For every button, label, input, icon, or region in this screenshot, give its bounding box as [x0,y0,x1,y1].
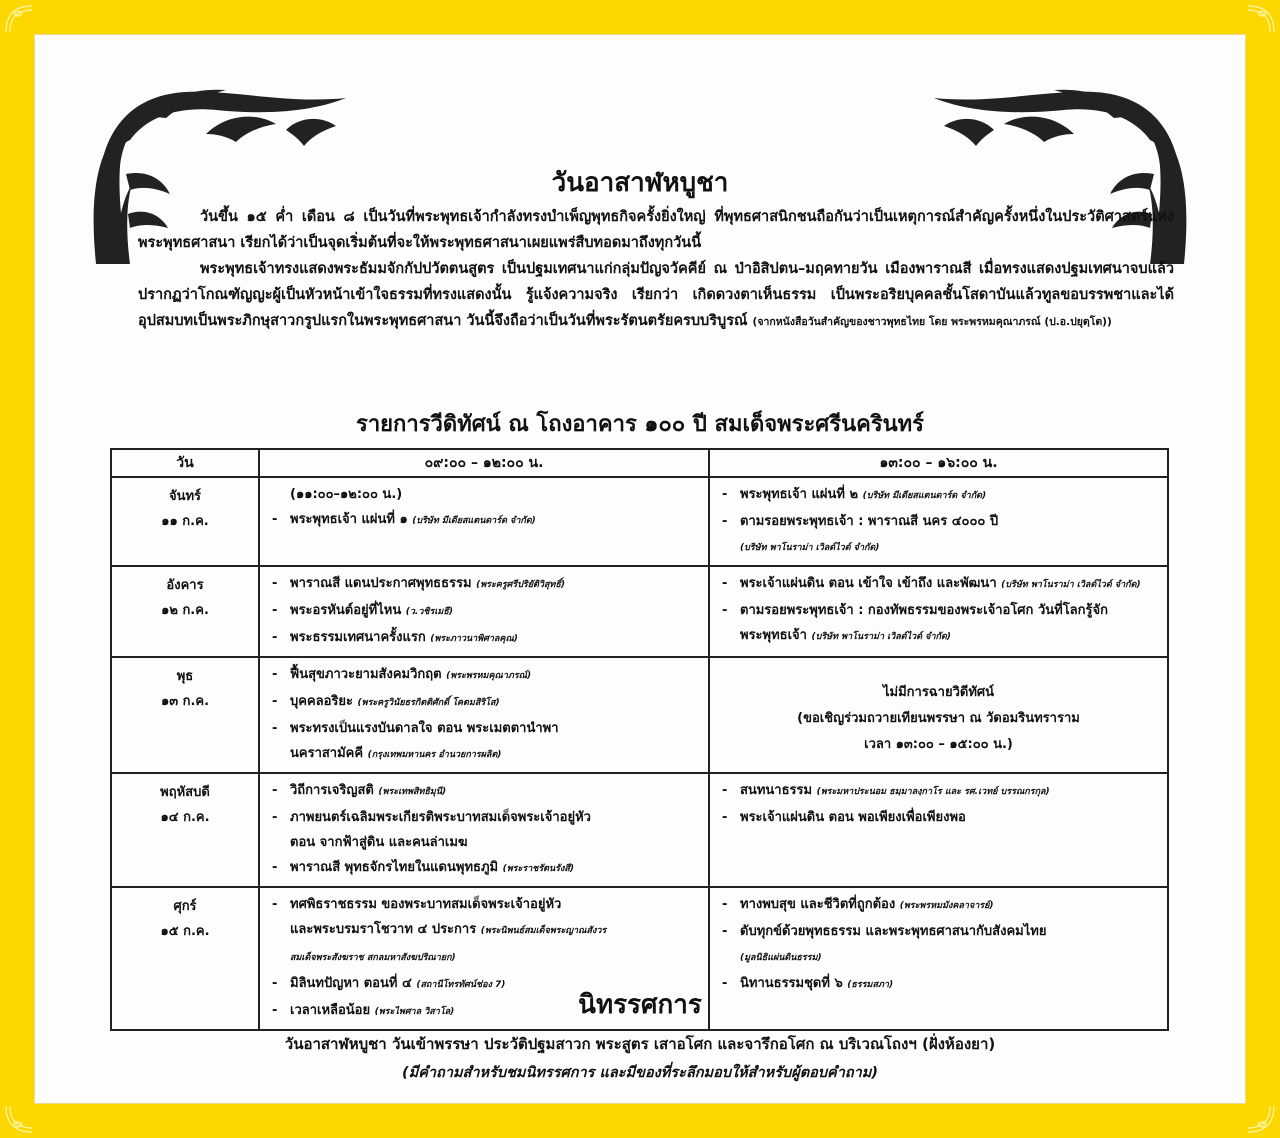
program-source: (พระพรหมคุณาภรณ์) [446,671,532,681]
intro-paragraph-2-text: พระพุทธเจ้าทรงแสดงพระธัมมจักกัปปวัตตนสูตร เป็นปฐมเทศนาแก่กลุ่มปัญจวัคคีย์ ณ ป่าอิสิปตน–มฤคทายวัน เมืองพาราณสี เมื่อทรงแสดงปฐมเทศนาจบแล้ว ปรากฏว่าโกณฑัญญะผู้เป็นหัวหน้าเข้าใจธรรมที่ทรงแสดงนั้น รู้แจ้งความจริง เรียกว่า เกิดดวงตาเห็นธรรม เป็นพระอริยบุคคลชั้นโสดาบันแล้วทูลขอบรรพชาและได้อุปสมบทเป็นพระภิกษุสาวกรูปแรกในพระพุทธศาสนา วันนี้จึงถือว่าเป็นวันที่พระรัตนตรัยครบบริบูรณ์ [138,261,1174,329]
afternoon-cell [709,773,1168,887]
program-title: พระพุทธเจ้า แผ่นที่ ๑ [290,512,408,527]
list-item [268,741,700,768]
program-source: (บริษัท พาโนราม่า เวิลด์ไวด์ จำกัด) [811,632,951,642]
program-title: สนทนาธรรม [740,783,813,798]
list-item [268,855,700,882]
document-page [34,34,1246,1104]
program-title: ทศพิธราชธรรม ของพระบาทสมเด็จพระเจ้าอยู่หัว [290,897,562,912]
list-item [718,778,1159,805]
program-source: (พระพรหมมังคลาจารย์) [899,901,994,911]
day-date: ๑๒ ก.ค. [161,603,209,618]
intro-paragraph-1: วันขึ้น ๑๕ ค่ำ เดือน ๘ เป็นวันที่พระพุทธเจ้ากำลังทรงบำเพ็ญพุทธกิจครั้งยิ่งใหญ่ ที่พุทธศาสนิกชนถือกันว่าเป็นเหตุการณ์สำคัญครั้งหนึ่งในประวัติศาสตร์แห่งพระพุทธศาสนา เรียกได้ว่าเป็นจุดเริ่มต้นที่จะให้พระพุทธศาสนาเผยแพร่สืบทอดมาถึงทุกวันนี้ [138,209,1174,251]
day-date: ๑๓ ก.ค. [160,694,210,709]
intro-paragraph-2 [138,256,1174,335]
program-title: พระเจ้าแผ่นดิน ตอน เข้าใจ เข้าถึง และพัฒนา [740,576,997,591]
program-source: (พระครูศรีปริยัติวิสุทธิ์) [476,580,565,590]
program-title: พระเจ้าแผ่นดิน ตอน พอเพียงเพื่อเพียงพอ [740,810,966,825]
no-screening-notice [718,662,1159,758]
list-item [718,598,1159,623]
schedule-title: รายการวีดิทัศน์ ณ โถงอาคาร ๑๐๐ ปี สมเด็จพระศรีนครินทร์ [356,411,924,437]
day-name: อังคาร [166,578,204,593]
program-title: พาราณสี พุทธจักรไทยในแดนพุทธภูมิ [290,860,499,875]
list-item [268,507,700,534]
program-title: ภาพยนตร์เฉลิมพระเกียรติพระบาทสมเด็จพระเจ้าอยู่หัว [290,810,591,825]
program-source: (พระราชรัตนรังสี) [502,864,575,874]
border-ornament-icon [1246,1104,1276,1134]
table-header-row [111,449,1168,477]
program-title: (๑๑:๐๐–๑๒:๐๐ น.) [290,487,403,502]
list-item [268,598,700,625]
program-source: (พระเทพสิทธิมุนี) [378,787,447,797]
list-item [718,919,1159,944]
day-name: พุธ [176,669,194,684]
list-item [268,892,700,917]
morning-cell [259,566,709,657]
program-source: (ว.วชิรเมธี) [405,607,453,617]
list-item [268,689,700,716]
day-cell [111,566,259,657]
list-item [718,571,1159,598]
morning-cell [259,657,709,773]
program-title: ดับทุกข์ด้วยพุทธธรรม และพระพุทธศาสนากับสังคมไทย [740,924,1047,939]
afternoon-cell [709,477,1168,566]
program-title: พระพุทธเจ้า แผ่นที่ ๒ [740,487,859,502]
program-title: เวลาเหลือน้อย [290,1003,371,1018]
exhibition-title: นิทรรศการ [578,990,702,1020]
table-row [111,657,1168,773]
program-source: (บริษัท มีเดียสแตนดาร์ด จำกัด) [412,516,536,526]
program-source: (กรุงเทพมหานคร อำนวยการผลิต) [367,750,502,760]
program-title: และพระบรมราโชวาท ๔ ประการ [290,922,477,937]
program-source: (พระนิพนธ์สมเด็จพระญาณสังวร [480,926,607,936]
border-ornament-icon [4,1104,34,1134]
morning-cell [259,773,709,887]
notice-line: (ขอเชิญร่วมถวายเทียนพรรษา ณ วัดอมรินทราราม [797,711,1080,726]
header-afternoon: ๑๓:๐๐ – ๑๖:๐๐ น. [709,449,1168,477]
exhibition-text: วันอาสาฬหบูชา วันเข้าพรรษา ประวัติปฐมสาวก พระสูตร เสาอโศก และจารึกอโศก ณ บริเวณโถงฯ (ฝั่งห้องยา) [284,1035,996,1053]
day-cell [111,477,259,566]
schedule-table [110,448,1169,1031]
border-ornament-icon [4,4,34,34]
program-title: ตามรอยพระพุทธเจ้า : พาราณสี นคร ๔๐๐๐ ปี [740,514,999,529]
border-ornament-icon [1246,4,1276,34]
program-title: พระธรรมเทศนาครั้งแรก [290,630,426,645]
program-source: (บริษัท พาโนราม่า เวิลด์ไวด์ จำกัด) [740,543,880,553]
program-title: ตอน จากฟ้าสู่ดิน และคนล่าเมฆ [290,835,468,850]
day-date: ๑๔ ก.ค. [160,810,210,825]
program-title: บุคคลอริยะ [290,694,354,709]
day-date: ๑๕ ก.ค. [160,924,210,939]
program-title: นิทานธรรมชุดที่ ๖ [740,976,843,991]
program-source: (สถานีโทรทัศน์ช่อง 7) [416,980,506,990]
list-item [718,509,1159,534]
list-item [718,892,1159,919]
program-source: (บริษัท พาโนราม่า เวิลด์ไวด์ จำกัด) [1001,580,1141,590]
program-title: นคราสามัคคี [290,746,364,761]
program-source: สมเด็จพระสังฆราช สกลมหาสังฆปริณายก) [290,953,456,963]
table-row [111,773,1168,887]
list-item [268,662,700,689]
program-source: (พระครูวินัยธรกิตติศักดิ์ โคตมสิริโส) [357,698,500,708]
day-name: พฤหัสบดี [160,785,210,800]
intro-source: (จากหนังสือวันสำคัญของชาวพุทธไทย โดย พระพรหมคุณาภรณ์ (ป.อ.ปยุตฺโต)) [752,316,1112,328]
program-source: (พระภาวนาพิศาลคุณ) [430,634,518,644]
day-name: ศุกร์ [173,899,197,914]
day-cell [111,773,259,887]
program-title: ทางพบสุข และชีวิตที่ถูกต้อง [740,897,896,912]
list-item [268,625,700,652]
program-title: พระพุทธเจ้า [740,628,807,643]
program-title: ฟื้นสุขภาวะยามสังคมวิกฤต [290,667,442,682]
list-item [718,944,1159,971]
header-day: วัน [111,449,259,477]
table-row [111,566,1168,657]
afternoon-cell [709,657,1168,773]
notice-line: เวลา ๑๓:๐๐ – ๑๕:๐๐ น.) [864,737,1013,752]
schedule-body [111,477,1168,1030]
list-item [268,805,700,830]
list-item [718,623,1159,650]
table-row [111,477,1168,566]
afternoon-cell [709,566,1168,657]
header-morning: ๐๙:๐๐ – ๑๒:๐๐ น. [259,449,709,477]
day-name: จันทร์ [168,489,202,504]
list-item [268,944,700,971]
list-item [718,805,1159,830]
program-source: (ธรรมสภา) [847,980,894,990]
list-item [268,778,700,805]
morning-cell [259,477,709,566]
list-item [268,917,700,944]
notice-line: ไม่มีการฉายวิดีทัศน์ [882,685,995,700]
program-source: (พระไพศาล วิสาโล) [374,1007,455,1017]
program-source: (พระมหาประนอม ธมฺมาลงฺกาโร และ รศ.เวทย์ บรรณกรกุล) [816,787,1050,797]
program-title: พระอรหันต์อยู่ที่ไหน [290,603,402,618]
program-title: มิลินทปัญหา ตอนที่ ๔ [290,976,412,991]
exhibition-note: (มีคำถามสำหรับชมนิทรรศการ และมีของที่ระลึกมอบให้สำหรับผู้ตอบคำถาม) [402,1065,878,1081]
intro-text [138,204,1174,335]
list-item [718,482,1159,509]
program-title: พาราณสี แดนประกาศพุทธธรรม [290,576,472,591]
page-title: วันอาสาฬหบูชา [551,168,729,198]
day-cell [111,657,259,773]
list-item [268,482,700,507]
list-item [268,571,700,598]
program-title: ตามรอยพระพุทธเจ้า : กองทัพธรรมของพระเจ้าอโศก วันที่โลกรู้จัก [740,603,1108,618]
list-item [718,534,1159,561]
program-title: วิถีการเจริญสติ [290,783,374,798]
day-date: ๑๑ ก.ค. [161,514,209,529]
program-title: พระทรงเป็นแรงบันดาลใจ ตอน พระเมตตานำพา [290,721,559,736]
program-source: (บริษัท มีเดียสแตนดาร์ด จำกัด) [862,491,987,501]
program-source: (มูลนิธิแผ่นดินธรรม) [740,953,822,963]
list-item [268,716,700,741]
list-item [268,830,700,855]
